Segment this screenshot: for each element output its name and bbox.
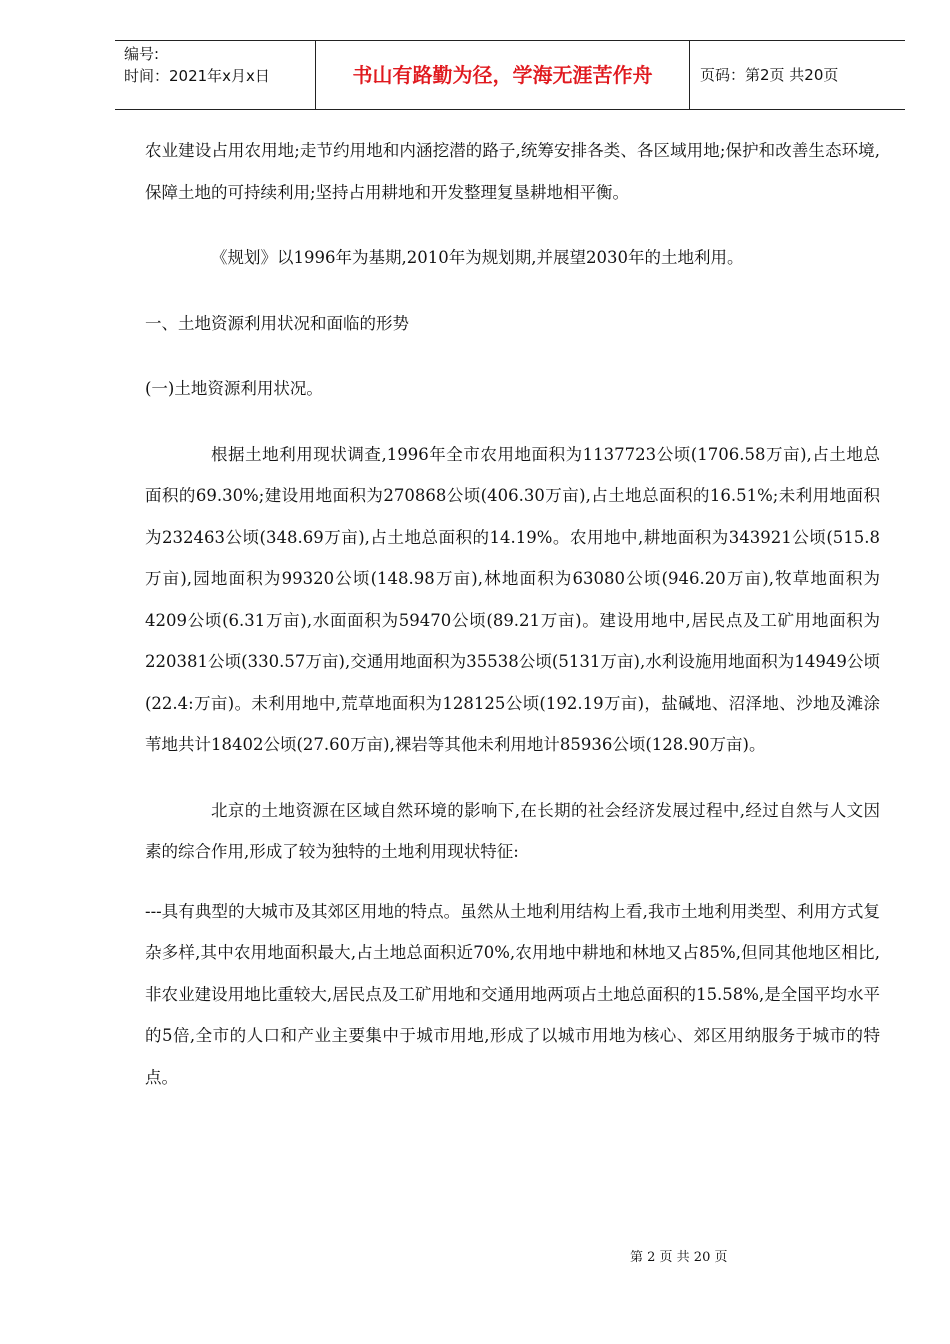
paragraph-city-characteristics: ---具有典型的大城市及其郊区用地的特点。虽然从土地利用结构上看,我市土地利用类型、利用方式复杂多样,其中农用地面积最大,占土地总面积近70%,农用地中耕地和林地又占85%,但同其他地区相比,非农业建设用地比重较大,居民点及工矿用地和交通用地两项占土地总面积的15.58%,是全国平均水平的5倍,全市的人口和产业主要集中于城市用地,形成了以城市用地为核心、郊区用纳服务于城市的特点。 xyxy=(145,901,880,1087)
header-meta xyxy=(115,41,316,109)
paragraph-continuation: 农业建设占用农用地;走节约用地和内涵挖潜的路子,统筹安排各类、各区域用地;保护和改善生态环境,保障土地的可持续利用;坚持占用耕地和开发整理复垦耕地相平衡。 xyxy=(145,141,880,202)
subsection-heading: (一)土地资源利用状况。 xyxy=(145,379,323,398)
serial-label: 编号: xyxy=(124,45,160,63)
paragraph-beijing-features: 北京的土地资源在区域自然环境的影响下,在长期的社会经济发展过程中,经过自然与人文因素的综合作用,形成了较为独特的土地利用现状特征: xyxy=(145,800,880,861)
paragraph-land-survey: 根据土地利用现状调查,1996年全市农用地面积为1137723公顷(1706.58万亩),占土地总面积的69.30%;建设用地面积为270868公顷(406.30万亩),占土地总面积的16.51%;未利用地面积为232463公顷(348.69万亩),占土地总面积的14.19%。农用地中,耕地面积为343921公顷(515.8万亩),园地面积为99320公顷(148.98万亩),林地面积为63080公顷(946.20万亩),牧草地面积为4209公顷(6.31万亩),水面面积为59470公顷(89.21万亩)。建设用地中,居民点及工矿用地面积为220381公顷(330.57万亩),交通用地面积为35538公顷(5131万亩),水利设施用地面积为14949公顷(22.4:万亩)。未利用地中,荒草地面积为128125公顷(192.19万亩)，盐碱地、沼泽地、沙地及滩涂苇地共计18402公顷(27.60万亩),裸岩等其他未利用地计85936公顷(128.90万亩)。 xyxy=(145,444,880,754)
header-page-label: 页码：第2页 共20页 xyxy=(700,66,839,84)
document-body xyxy=(145,130,880,1098)
section-heading: 一、土地资源利用状况和面临的形势 xyxy=(145,313,409,333)
page-header xyxy=(115,40,905,110)
header-motto: 书山有路勤为径，学海无涯苦作舟 xyxy=(316,41,690,109)
paragraph-plan-period: 《规划》以1996年为基期,2010年为规划期,并展望2030年的土地利用。 xyxy=(211,248,744,267)
page-footer: 第 2 页 共 20 页 xyxy=(630,1250,728,1265)
time-label: 时间：2021年x月x日 xyxy=(124,67,270,85)
